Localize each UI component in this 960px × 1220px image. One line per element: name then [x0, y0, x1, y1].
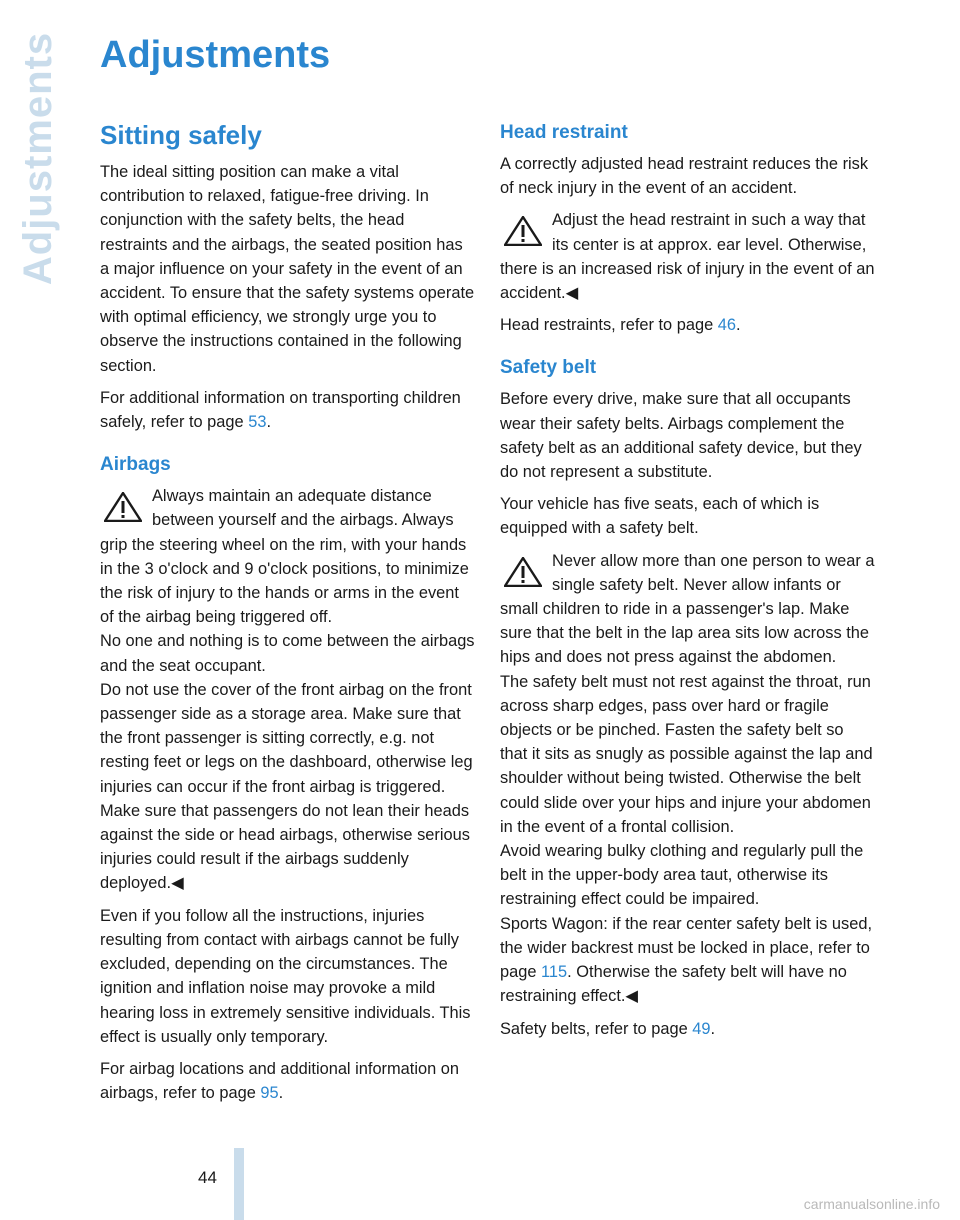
right-column — [500, 120, 875, 1049]
safety-belt-page-link[interactable]: 49 — [692, 1019, 711, 1038]
safety-belt-warning-line — [500, 912, 875, 1009]
airbags-reference-text: For airbag locations and additional information on airbags, refer to page — [100, 1059, 459, 1103]
side-tab-label: Adjustments — [16, 31, 61, 285]
head-restraint-heading: Head restraint — [500, 122, 628, 143]
safety-belt-seats-text: Your vehicle has five seats, each of which is equipped with a safety belt. — [500, 495, 820, 538]
airbags-warning — [100, 484, 475, 895]
page-number: 44 — [198, 1168, 217, 1187]
head-restraint-reference-text: Head restraints, refer to page — [500, 316, 718, 335]
safety-belt-reference: Safety belts, refer to page 49. — [500, 1019, 716, 1038]
warning-triangle-icon — [504, 557, 542, 587]
chapter-title: Adjustments — [100, 34, 331, 76]
airbags-reference: For airbag locations and additional information on airbags, refer to page 95. — [100, 1059, 459, 1103]
safety-belt-warning-line: The safety belt must not rest against the throat, run across sharp edges, pass over hard or fragile objects or be pinched. Fasten the safety belt so that it sits as snugly as possible against the lap and shoulder without being twisted. Otherwise the belt could slide over your hips and injure your abdomen in the event of a frontal collision. — [500, 672, 873, 836]
children-page-link[interactable]: 53 — [248, 413, 267, 432]
sports-wagon-page-link[interactable]: 115 — [541, 963, 568, 982]
left-column — [100, 118, 475, 1113]
airbags-warning-line: Do not use the cover of the front airbag on the front passenger side as a storage area. Make sure that the front passenger is sitting correctly, e.g. not resting feet or legs on the dashboard, otherwise leg injuries can occur if the front airbag is triggered. — [100, 680, 473, 796]
airbags-page-link[interactable]: 95 — [260, 1084, 279, 1103]
warning-triangle-icon — [504, 216, 542, 246]
safety-belt-heading: Safety belt — [500, 357, 597, 379]
safety-belt-warning-line: Avoid wearing bulky clothing and regularly pull the belt in the upper-body area taut, otherwise its restraining effect could be impaired. — [500, 842, 864, 909]
safety-belt-warning — [500, 549, 875, 1009]
chapter-side-tab — [14, 31, 64, 285]
airbags-warning-line: Make sure that passengers do not lean their heads against the side or head airbags, otherwise serious injuries could result if the airbags suddenly deployed.◀ — [100, 801, 470, 893]
sitting-safely-intro: The ideal sitting position can make a vital contribution to relaxed, fatigue-free driving. In conjunction with the safety belts, the head restraints and the airbags, the seated position has a major influence on your safety in the event of an accident. To ensure that the safety systems operate with optimal efficiency, we strongly urge you to observe the instructions contained in the following section. — [100, 163, 475, 375]
airbags-injury-text: Even if you follow all the instructions, injuries resulting from contact with airbags cannot be fully excluded, depending on the circumstances. The ignition and inflation noise may provoke a mild hearing loss in extremely sensitive individuals. This effect is usually only temporary. — [100, 906, 471, 1046]
footer-bar — [234, 1148, 244, 1220]
airbags-heading: Airbags — [100, 454, 171, 476]
head-restraint-reference: Head restraints, refer to page 46. — [500, 316, 741, 335]
sports-wagon-text-end: . Otherwise the safety belt will have no restraining effect.◀ — [500, 963, 847, 1006]
head-restraint-text: A correctly adjusted head restraint reduces the risk of neck injury in the event of an accident. — [500, 155, 869, 198]
watermark: carmanualsonline.info — [803, 1196, 940, 1212]
safety-belt-warning-line: Never allow more than one person to wear a single safety belt. Never allow infants or small children to ride in a passenger's lap. Make sure that the belt in the lap area sits low across the hips and does not press against the abdomen. — [500, 551, 875, 667]
head-restraint-page-link[interactable]: 46 — [717, 316, 736, 335]
warning-triangle-icon — [104, 492, 142, 522]
safety-belt-text: Before every drive, make sure that all occupants wear their safety belts. Airbags complement the safety belt as an additional safety device, but they do not represent a substitute. — [500, 390, 862, 482]
children-reference: For additional information on transporting children safely, refer to page 53. — [100, 388, 461, 432]
airbags-warning-line: No one and nothing is to come between the airbags and the seat occupant. — [100, 632, 475, 675]
sports-wagon-text: Sports Wagon: if the rear center safety belt is used, the wider backrest must be locked in place, refer to page — [500, 914, 873, 982]
children-reference-text: For additional information on transporting children safely, refer to page — [100, 388, 461, 432]
head-restraint-warning — [500, 208, 875, 305]
airbags-warning-line: Always maintain an adequate distance between yourself and the airbags. Always grip the steering wheel on the rim, with your hands in the 3 o'clock and 9 o'clock positions, to minimize the risk of injury to the hands or arms in the event of the airbag being triggered off. — [100, 487, 469, 627]
sitting-safely-heading: Sitting safely — [100, 120, 262, 150]
safety-belt-reference-text: Safety belts, refer to page — [500, 1019, 693, 1038]
head-restraint-warning-text: Adjust the head restraint in such a way that its center is at approx. ear level. Otherwise, there is an increased risk of injury in the event of an accident.◀ — [500, 211, 875, 303]
